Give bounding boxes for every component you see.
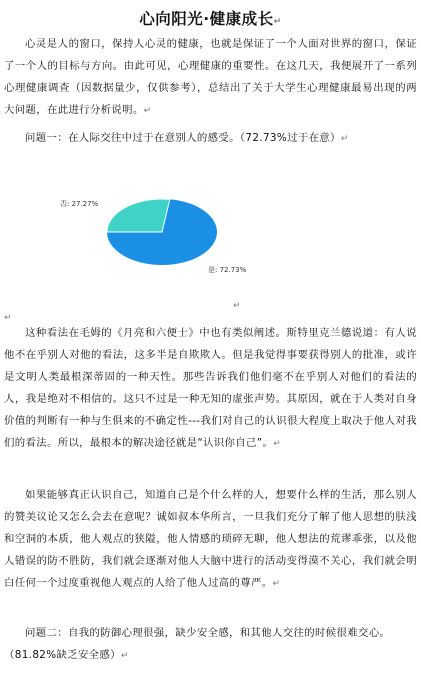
intro-paragraph: 心灵是人的窗口，保持人心灵的健康，也就是保证了一个人面对世界的窗口，保证了一个人的目标与方向。由此可见，心理健康的重要性。在这几天，我便展开了一系列心理健康调查（因数据量少，仅供参考），总结出了关于大学生心理健康最易出现的两大问题，在此进行分析说明。↵	[4, 38, 417, 116]
pie-slice-no	[107, 199, 170, 232]
solution-paragraph: 如果能够真正认识自己，知道自己是个什么样的人，想要什么样的生活，那么别人的赞美议论又怎么会去在意呢？诚如叔本华所言，一旦我们充分了解了他人思想的肤浅和空洞的本质，他人观点的狭隘，他人情感的琐碎无聊，他人想法的荒谬乖张，以及他人错误的防不胜防，我们就会逐渐对他人大脑中进行的活动变得漠不关心，我们就会明白任何一个过度重视他人观点的人给了他人过高的尊严。↵	[4, 489, 417, 589]
question-two: 问题二：自我的防御心理很强，缺少安全感，和其他人交往的时候很难交心。	[25, 627, 391, 639]
document-title: 心向阳光·健康成长↵	[139, 10, 282, 28]
pie-label-no: 否: 27.27%	[60, 200, 99, 208]
paragraph-mark: ↵	[4, 313, 12, 323]
pie-chart	[60, 186, 270, 286]
question-one-label: 问题一	[25, 132, 58, 144]
pie-label-yes: 是: 72.73%	[208, 266, 247, 274]
question-one: 问题一：在人际交往中过于在意别人的感受。（72.73%过于在意）↵	[25, 132, 349, 144]
paragraph-mark: ↵	[233, 301, 241, 311]
question-two-percentage: （81.82%缺乏安全感）↵	[4, 649, 129, 661]
analysis-paragraph: 这种看法在毛姆的《月亮和六便士》中也有类似阐述。斯特里克兰德说道：有人说他不在乎别人对他的看法，这多半是自欺欺人。但是我觉得事要获得别人的批准，或许是文明人类最根深蒂固的一种天性。那些告诉我们他们毫不在乎别人对他们的看法的人，我是绝对不相信的。这只不过是一种无知的虚张声势。其原因，就在于人类对自身价值的判断有一种与生俱来的不确定性---我们对自己的认识很大程度上取决于他人对我们的看法。所以，最根本的解决途径就是“认识你自己”。↵	[4, 327, 417, 449]
